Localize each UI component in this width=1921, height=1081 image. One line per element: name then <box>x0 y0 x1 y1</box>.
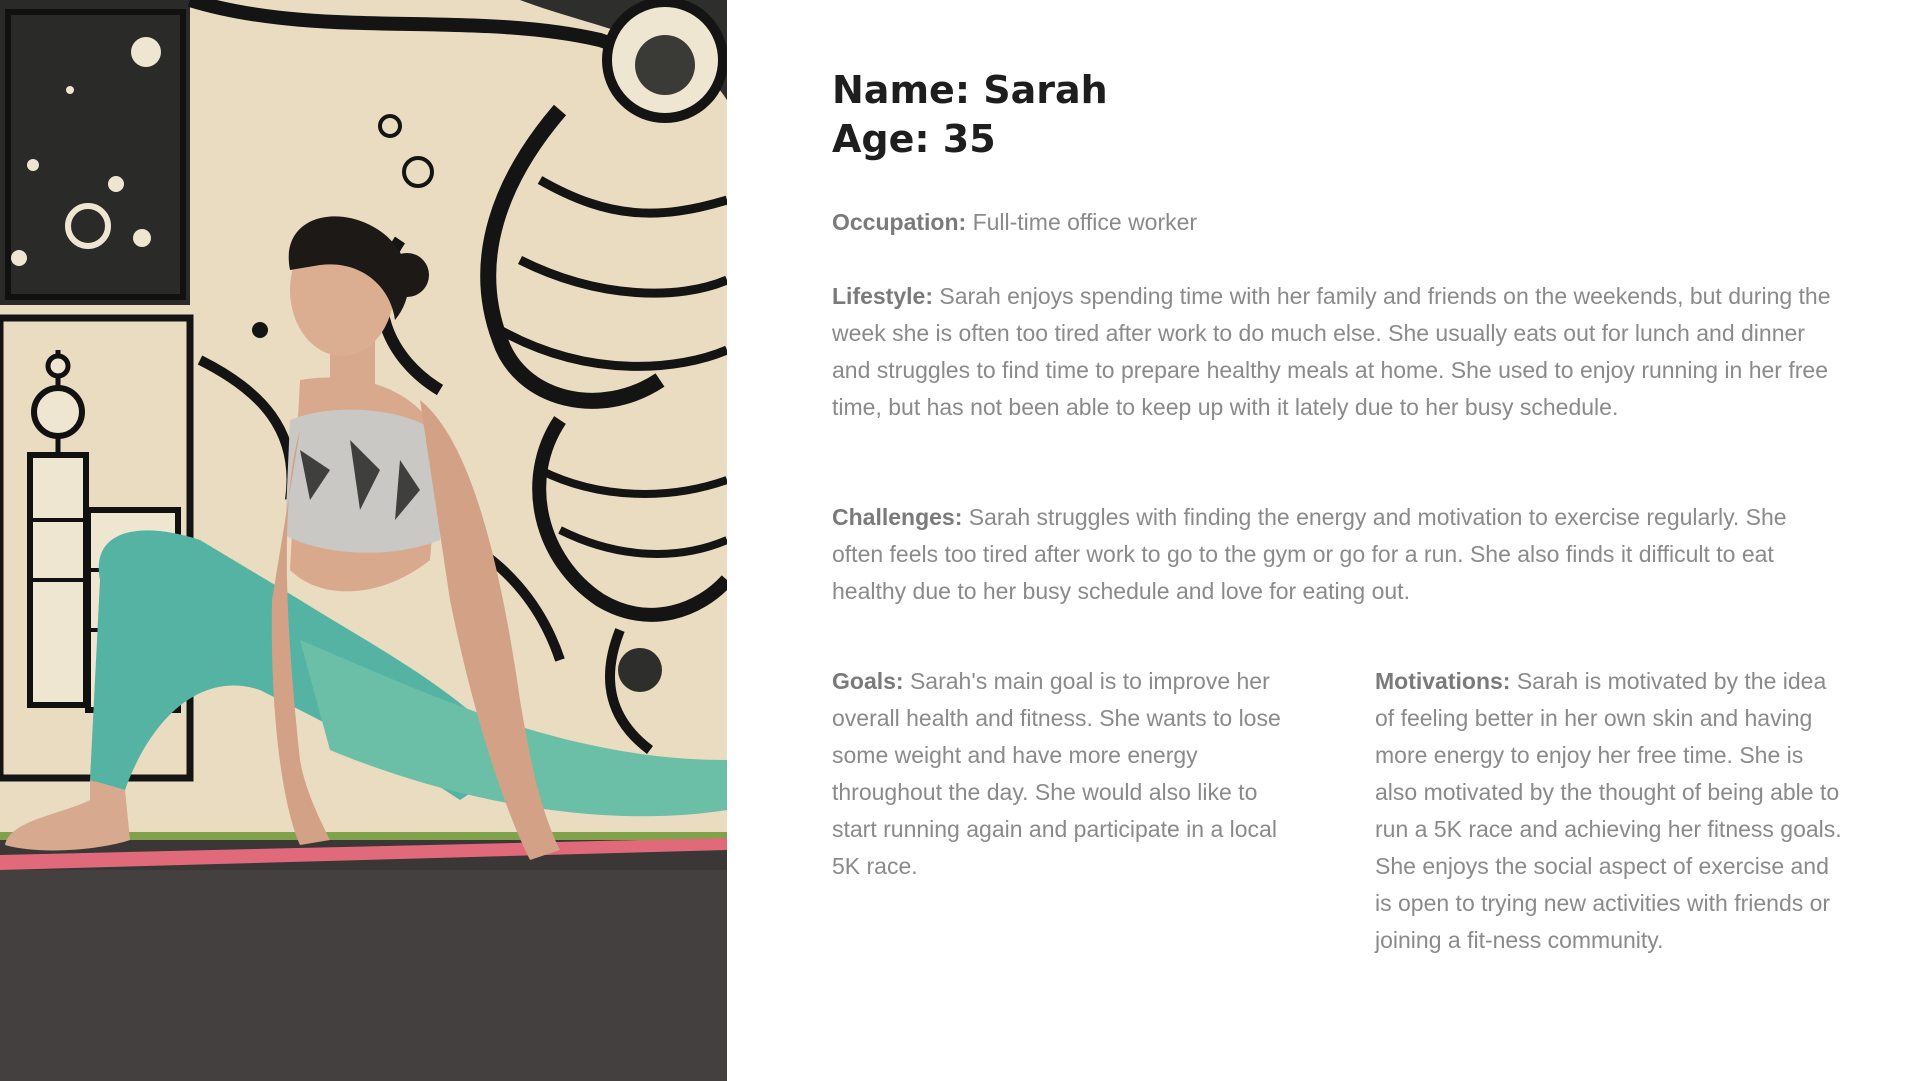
occupation-text: Full-time office worker <box>972 209 1198 235</box>
occupation-label: Occupation: <box>832 209 967 235</box>
motivations-label: Motivations: <box>1375 668 1511 694</box>
lifestyle-label: Lifestyle: <box>832 283 933 309</box>
lifestyle-paragraph <box>832 278 1842 426</box>
persona-name: Name: Sarah <box>832 68 1108 112</box>
goals-paragraph <box>832 663 1302 885</box>
occupation-paragraph <box>832 204 1832 241</box>
motivations-paragraph <box>1375 663 1843 959</box>
challenges-paragraph <box>832 499 1842 610</box>
challenges-text: Sarah struggles with finding the energy and motivation to exercise regularly. She often feels too tired after work to go to the gym or go for a run. She also finds it difficult to eat healthy due to her busy schedule and love for eating out. <box>832 504 1787 604</box>
persona-age: Age: 35 <box>832 117 996 161</box>
challenges-label: Challenges: <box>832 504 963 530</box>
persona-photo <box>0 0 727 1081</box>
motivations-text: Sarah is motivated by the idea of feeling better in her own skin and having more energy to enjoy her free time. She is also motivated by the thought of being able to run a 5K race and achieving her fitness goals. She enjoys the social aspect of exercise and is open to trying new activities with friends or joining a fit-ness community. <box>1375 668 1842 953</box>
lifestyle-text: Sarah enjoys spending time with her family and friends on the weekends, but during the week she is often too tired after work to do much else. She usually eats out for lunch and dinner and struggles to find time to prepare healthy meals at home. She used to enjoy running in her free time, but has not been able to keep up with it lately due to her busy schedule. <box>832 283 1831 420</box>
yoga-photo-illustration <box>0 0 727 1081</box>
goals-text: Sarah's main goal is to improve her overall health and fitness. She wants to lose some weight and have more energy throughout the day. She would also like to start running again and participate in a local 5K race. <box>832 668 1281 879</box>
persona-heading <box>832 66 1108 164</box>
goals-label: Goals: <box>832 668 904 694</box>
